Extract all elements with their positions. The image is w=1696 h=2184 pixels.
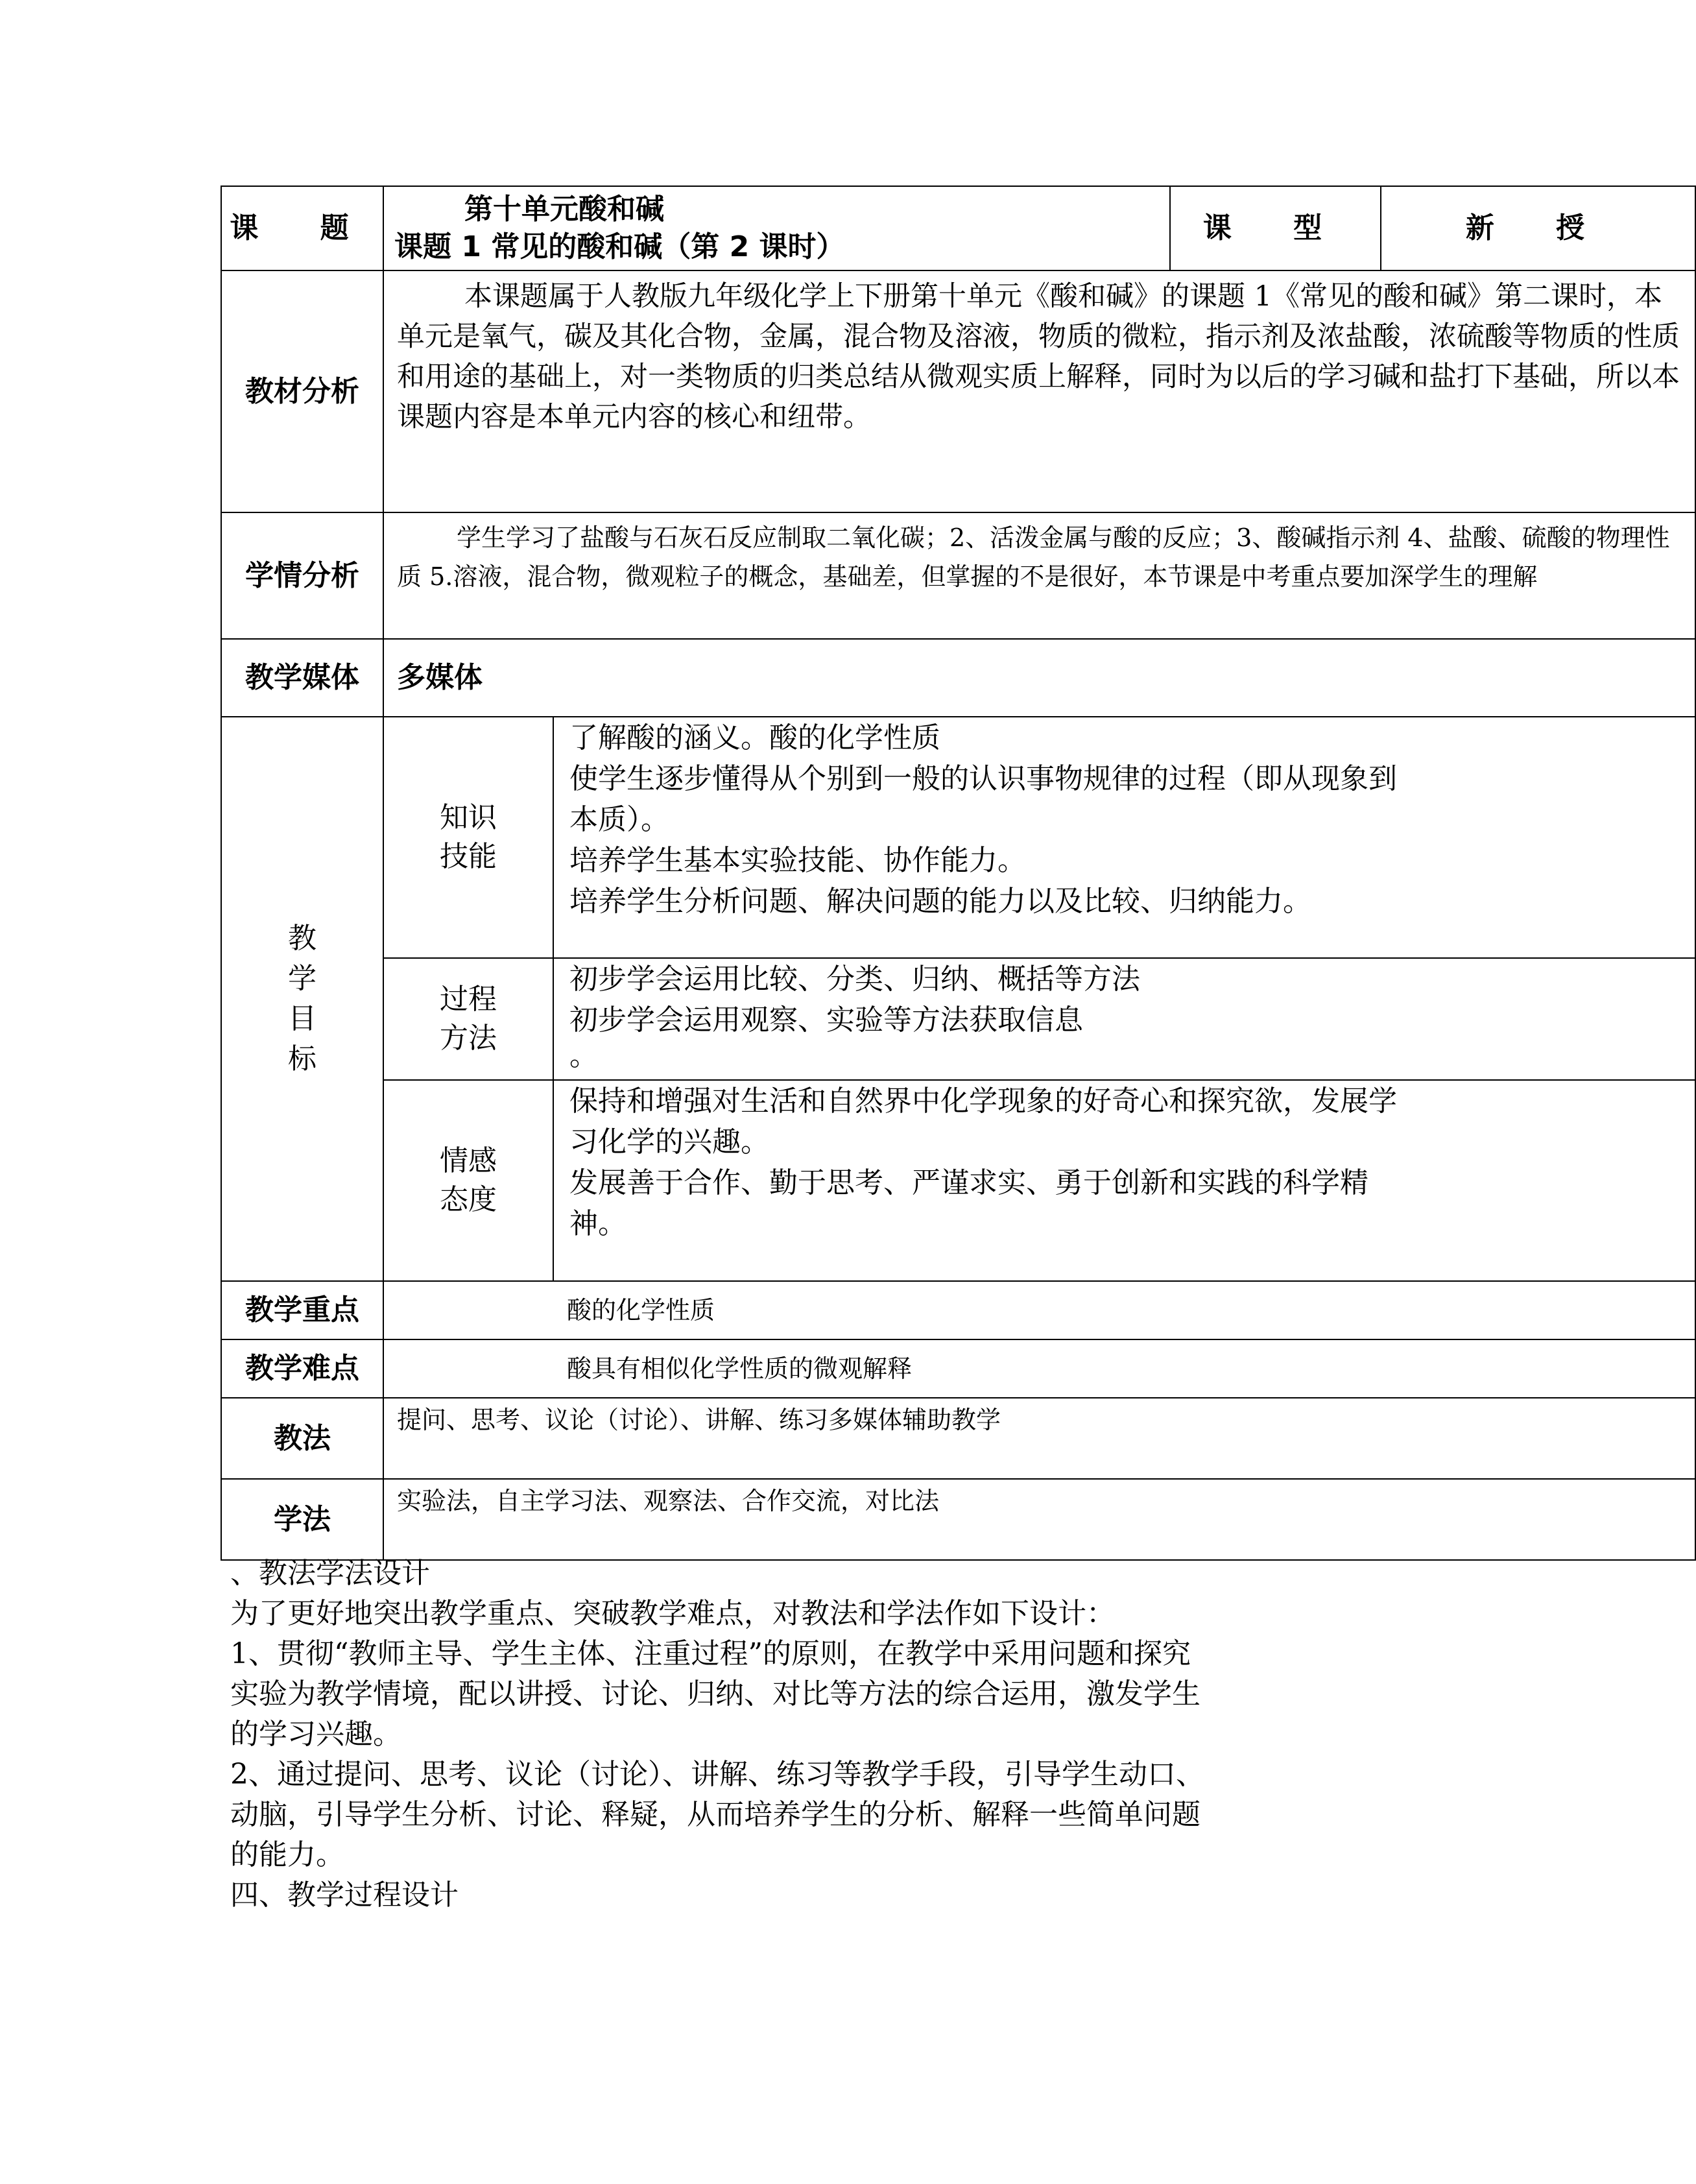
process-label [383,958,553,1080]
emotion-label-line-2: 态度 [440,1183,497,1216]
emotion-content [553,1080,1695,1281]
key-point-label: 教学重点 [221,1281,383,1339]
topic-label: 课 题 [230,211,375,245]
process-label-line-1: 过程 [440,983,497,1016]
learning-method-label: 学法 [221,1479,383,1560]
key-point-cell [383,1281,1695,1339]
type-value: 新 授 [1465,211,1611,245]
objectives-knowledge-row [221,717,1695,958]
knowledge-line-5: 培养学生分析问题、解决问题的能力以及比较、归纳能力。 [569,885,1311,918]
objectives-label-char-2: 学 [288,962,317,995]
emotion-line-3: 发展善于合作、勤于思考、严谨求实、勇于创新和实践的科学精 [569,1166,1368,1199]
type-label-cell [1170,186,1381,270]
emotion-line-1: 保持和增强对生活和自然界中化学现象的好奇心和探究欲，发展学 [569,1085,1397,1118]
teaching-method-row [221,1398,1695,1479]
after-line-5: 的学习兴趣。 [230,1718,401,1751]
textbook-analysis-row [221,270,1695,512]
knowledge-line-2: 使学生逐步懂得从个别到一般的认识事物规律的过程（即从现象到 [569,762,1397,795]
media-value: 多媒体 [397,661,483,694]
after-line-4: 实验为教学情境，配以讲授、讨论、归纳、对比等方法的综合运用，激发学生 [230,1677,1200,1710]
objectives-label [221,717,383,1281]
media-label: 教学媒体 [221,639,383,717]
topic-line-1: 第十单元酸和碱 [464,193,664,226]
key-point-row [221,1281,1695,1339]
media-row [221,639,1695,717]
emotion-line-2: 习化学的兴趣。 [569,1125,769,1158]
student-analysis-cell [383,512,1695,639]
student-analysis-label: 学情分析 [221,512,383,639]
student-analysis-row [221,512,1695,639]
process-content [553,958,1695,1080]
topic-label-cell [221,186,383,270]
after-line-2: 为了更好地突出教学重点、突破教学难点，对教法和学法作如下设计： [230,1597,1115,1630]
knowledge-label-line-2: 技能 [440,840,497,873]
emotion-label-line-1: 情感 [440,1144,497,1177]
type-value-cell [1381,186,1695,270]
knowledge-content [553,717,1695,958]
student-analysis-text: 学生学习了盐酸与石灰石反应制取二氧化碳；2、活泼金属与酸的反应；3、酸碱指示剂 4、盐酸、硫酸的物理性质 5.溶液，混合物，微观粒子的概念，基础差，但掌握的不是很好，本节课是中考重点要加深学生的理解 [397,523,1670,591]
knowledge-line-3: 本质）。 [569,803,669,836]
teaching-method-value: 提问、思考、议论（讨论）、讲解、练习多媒体辅助教学 [397,1406,1001,1434]
knowledge-label-line-1: 知识 [440,801,497,834]
objectives-label-char-4: 标 [288,1042,317,1075]
objectives-label-char-1: 教 [288,922,317,955]
topic-line-2: 课题 1 常见的酸和碱（第 2 课时） [394,230,845,263]
after-line-8: 的能力。 [230,1838,344,1871]
difficulty-cell [383,1339,1695,1398]
objectives-label-char-3: 目 [288,1002,317,1035]
after-line-1: 、教法学法设计 [230,1557,430,1590]
knowledge-line-4: 培养学生基本实验技能、协作能力。 [569,844,1026,877]
process-line-1: 初步学会运用比较、分类、归纳、概括等方法 [569,963,1140,996]
topic-value-cell [383,186,1170,270]
textbook-analysis-label: 教材分析 [221,270,383,512]
learning-method-value: 实验法，自主学习法、观察法、合作交流，对比法 [397,1487,940,1515]
teaching-method-cell [383,1398,1695,1479]
learning-method-row [221,1479,1695,1560]
textbook-analysis-cell [383,270,1695,512]
after-line-9: 四、教学过程设计 [230,1878,459,1912]
textbook-analysis-text: 本课题属于人教版九年级化学上下册第十单元《酸和碱》的课题 1《常见的酸和碱》第二课时，本单元是氧气，碳及其化合物，金属，混合物及溶液，物质的微粒，指示剂及浓盐酸，浓硫酸等物质的性质和用途的基础上，对一类物质的归类总结从微观实质上解释，同时为以后的学习碱和盐打下基础，所以本课题内容是本单元内容的核心和纽带。 [397,280,1680,433]
key-point-value: 酸的化学性质 [567,1296,715,1325]
after-line-3: 1、贯彻“教师主导、学生主体、注重过程”的原则，在教学中采用问题和探究 [230,1637,1191,1670]
objectives-emotion-row [221,1080,1695,1281]
process-line-2: 初步学会运用观察、实验等方法获取信息 [569,1003,1083,1037]
difficulty-label: 教学难点 [221,1339,383,1398]
type-label: 课 型 [1202,211,1348,245]
method-design-section [230,1554,1365,1915]
media-cell [383,639,1695,717]
process-label-line-2: 方法 [440,1022,497,1055]
process-line-3: 。 [569,1039,598,1072]
objectives-process-row [221,958,1695,1080]
after-line-6: 2、通过提问、思考、议论（讨论）、讲解、练习等教学手段，引导学生动口、 [230,1758,1204,1791]
header-row [221,186,1695,270]
emotion-label [383,1080,553,1281]
knowledge-line-1: 了解酸的涵义。酸的化学性质 [569,721,940,754]
lesson-plan-table [221,186,1696,1561]
learning-method-cell [383,1479,1695,1560]
knowledge-label [383,717,553,958]
after-line-7: 动脑，引导学生分析、讨论、释疑，从而培养学生的分析、解释一些简单问题 [230,1798,1200,1831]
teaching-method-label: 教法 [221,1398,383,1479]
difficulty-row [221,1339,1695,1398]
difficulty-value: 酸具有相似化学性质的微观解释 [567,1354,913,1383]
emotion-line-4: 神。 [569,1207,627,1240]
